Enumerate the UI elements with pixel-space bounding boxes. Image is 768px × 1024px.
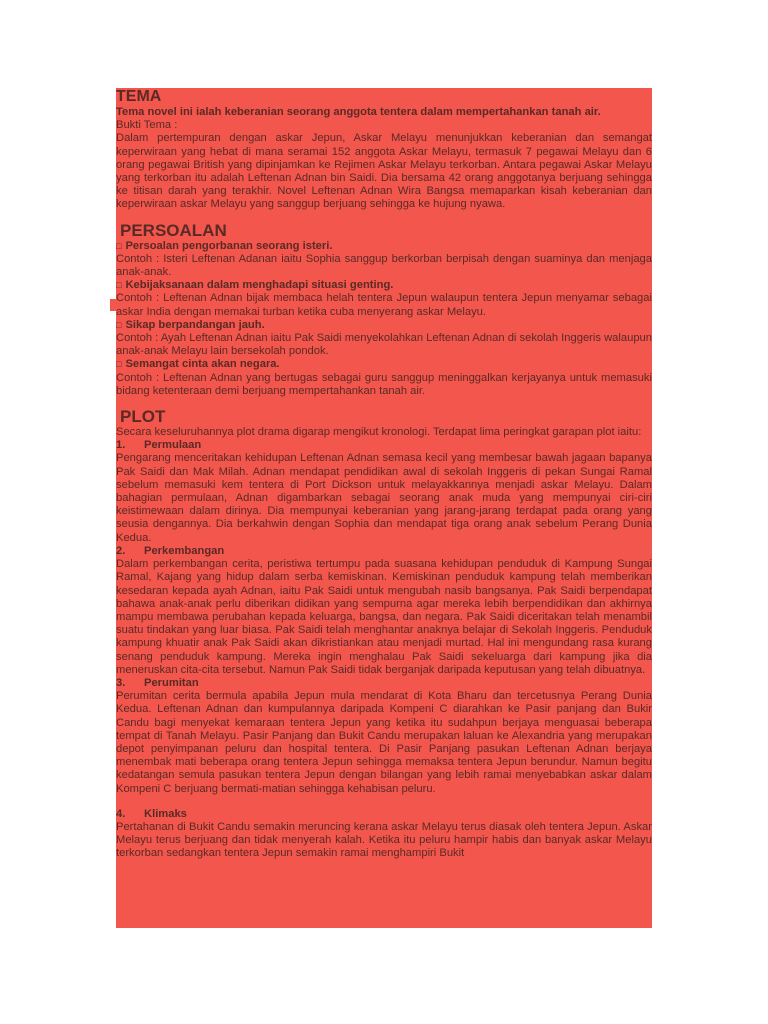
bullet-icon: □: [116, 359, 122, 370]
plot-body: Perumitan cerita bermula apabila Jepun mula mendarat di Kota Bharu dan tercetusnya Perang Dunia Kedua. Leftenan Adnan dan kumpulannya daripada Kompeni C diarahkan ke Pasir panjang dan Bukir Candu bagi menyekat kemaraan tentera Jepun yang ketika itu sudahpun berjaya menguasai beberapa tempat di Tanah Melayu. Pasir Panjang dan Bukit Candu merupakan laluan ke Alexandria yang merupakan depot penyimpanan peluru dan hospital tentera. Di Pasir Panjang pasukan Leftenan Adnan berjaya menembak mati beberapa orang tentera Jepun sehingga memaksa tentera Jepun berundur. Namun begitu kedatangan semula pasukan tentera Jepun dengan bilangan yang lebih ramai menyebabkan askar dalam Kompeni C berjuang bermati-matian sehingga kehabisan peluru.: [116, 690, 652, 795]
plot-intro: Secara keseluruhannya plot drama digarap mengikut kronologi. Terdapat lima peringkat garapan plot iaitu:: [116, 426, 642, 439]
tema-heading: TEMA: [116, 88, 162, 105]
plot-title: Klimaks: [144, 807, 187, 820]
persoalan-body: Contoh : Leftenan Adnan bijak membaca helah tentera Jepun walaupun tentera Jepun menyamar sebagai askar India dengan memakai turban ketika cuba menyerang askar Melayu.: [116, 292, 652, 318]
persoalan-section: [116, 222, 652, 398]
plot-body: Pertahanan di Bukit Candu semakin meruncing kerana askar Melayu terus diasak oleh tentera Jepun. Askar Melayu terus berjuang dan tidak menyerah kalah. Ketika itu peluru hampir habis dan banyak askar Melayu terkorban sedangkan tentera Jepun semakin ramai menghampiri Bukit: [116, 820, 652, 860]
plot-title: Perkembangan: [144, 544, 225, 557]
plot-subheading: [116, 808, 652, 821]
plot-subheading: [116, 677, 652, 690]
persoalan-title: Persoalan pengorbanan seorang isteri.: [125, 239, 333, 252]
plot-title: Permulaan: [144, 439, 202, 452]
plot-number: 1.: [116, 439, 126, 452]
spacer: [116, 796, 652, 808]
plot-subheading: [116, 545, 652, 558]
bullet-icon: □: [116, 319, 122, 330]
persoalan-body: Contoh : Isteri Leftenan Adanan iaitu Sophia sanggup berkorban berpisah dengan suaminya dan menjaga anak-anak.: [116, 252, 652, 279]
bullet-icon: □: [116, 280, 122, 291]
plot-body: Dalam perkembangan cerita, peristiwa tertumpu pada suasana kehidupan penduduk di Kampung Sungai Ramal, Kajang yang hidup dalam serba kemiskinan. Kemiskinan penduduk kampung telah memberikan kesedaran kepada ayah Adnan, iaitu Pak Saidi untuk mengubah nasib bangsanya. Pak Saidi berpendapat bahawa anak-anak perlu diberikan didikan yang sempurna agar mereka lebih berpendidikan dan akhirnya mampu membawa perubahan kepada keluarga, bangsa, dan negara. Pak Saidi diceritakan telah menambil suatu tindakan yang luar biasa. Pak Saidi telah menghantar anaknya belajar di Sekolah Inggeris. Penduduk kampung khuatir anak Pak Saidi akan dikristiankan atau menjadi murtad. Hal ini mengundang rasa kurang senang penduduk kampung. Mereka ingin menghalau Pak Saidi sekeluarga dari kampung jika dia meneruskan cita-cita tersebut. Namun Pak Saidi tidak berganjak daripada keputusan yang telah dibuatnya.: [116, 558, 652, 676]
persoalan-title: Kebijaksanaan dalam menghadapi situasi genting.: [125, 279, 394, 292]
tema-body: Dalam pertempuran dengan askar Jepun, Askar Melayu menunjukkan keberanian dan semangat keperwiraan yang hebat di mana seramai 152 anggota Askar Melayu, termasuk 7 pegawai Melayu dan 6 orang pegawai British yang dipinjamkan ke Rejimen Askar Melayu terkorban. Antara pegawai Askar Melayu yang terkorban itu adalah Leftenan Adnan bin Saidi. Dia bersama 42 orang anggotanya berjuang sehingga ke titisan darah yang terakhir. Novel Leftenan Adnan Wira Bangsa memaparkan kisah keberanian dan keperwiraan askar Melayu yang sanggup berjuang sehingga ke hujung nyawa.: [116, 132, 652, 211]
persoalan-item: [116, 319, 652, 359]
tema-section: [116, 88, 652, 212]
document-page: [116, 88, 652, 928]
persoalan-body: Contoh : Leftenan Adnan yang bertugas sebagai guru sanggup meninggalkan kerjayanya untuk memasuki bidang ketenteraan demi berjuang mempertahankan tanah air.: [116, 371, 652, 397]
persoalan-heading: PERSOALAN: [120, 220, 227, 240]
bullet-icon: □: [116, 240, 122, 251]
plot-section: [116, 408, 652, 861]
persoalan-title: Semangat cinta akan negara.: [125, 358, 280, 371]
plot-number: 3.: [116, 676, 126, 689]
bukti-label: Bukti Tema :: [116, 119, 178, 132]
persoalan-item: [116, 240, 652, 280]
plot-heading: PLOT: [120, 407, 166, 427]
persoalan-item: [116, 279, 652, 319]
persoalan-body: Contoh : Ayah Leftenan Adnan iaitu Pak Saidi menyekolahkan Leftenan Adnan di sekolah Inggeris walaupun anak-anak Melayu lain bersekolah pondok.: [116, 332, 652, 358]
persoalan-item: [116, 358, 652, 398]
plot-subheading: [116, 439, 652, 452]
plot-body: Pengarang menceritakan kehidupan Leftenan Adnan semasa kecil yang membesar bawah jagaan bapanya Pak Saidi dan Mak Milah. Adnan mendapat pendidikan awal di sekolah Inggeris di pekan Sungai Ramal sebelum memasuki kem tentera di Port Dickson untuk melayakkannya menjadi askar Melayu. Dalam bahagian permulaan, Adnan digambarkan sebagai seorang anak muda yang mempunyai ciri-ciri keistimewaan dalam dirinya. Dia mempunyai keberanian yang jarang-jarang terdapat pada orang yang seusia dengannya. Dia berkahwin dengan Sophia dan mendapat tiga orang anak sebelum Perang Dunia Kedua.: [116, 452, 652, 544]
tema-statement: Tema novel ini ialah keberanian seorang anggota tentera dalam mempertahankan tanah air.: [116, 106, 601, 118]
plot-number: 2.: [116, 544, 126, 557]
plot-title: Perumitan: [144, 676, 199, 689]
persoalan-title: Sikap berpandangan jauh.: [125, 318, 265, 331]
plot-number: 4.: [116, 807, 126, 820]
